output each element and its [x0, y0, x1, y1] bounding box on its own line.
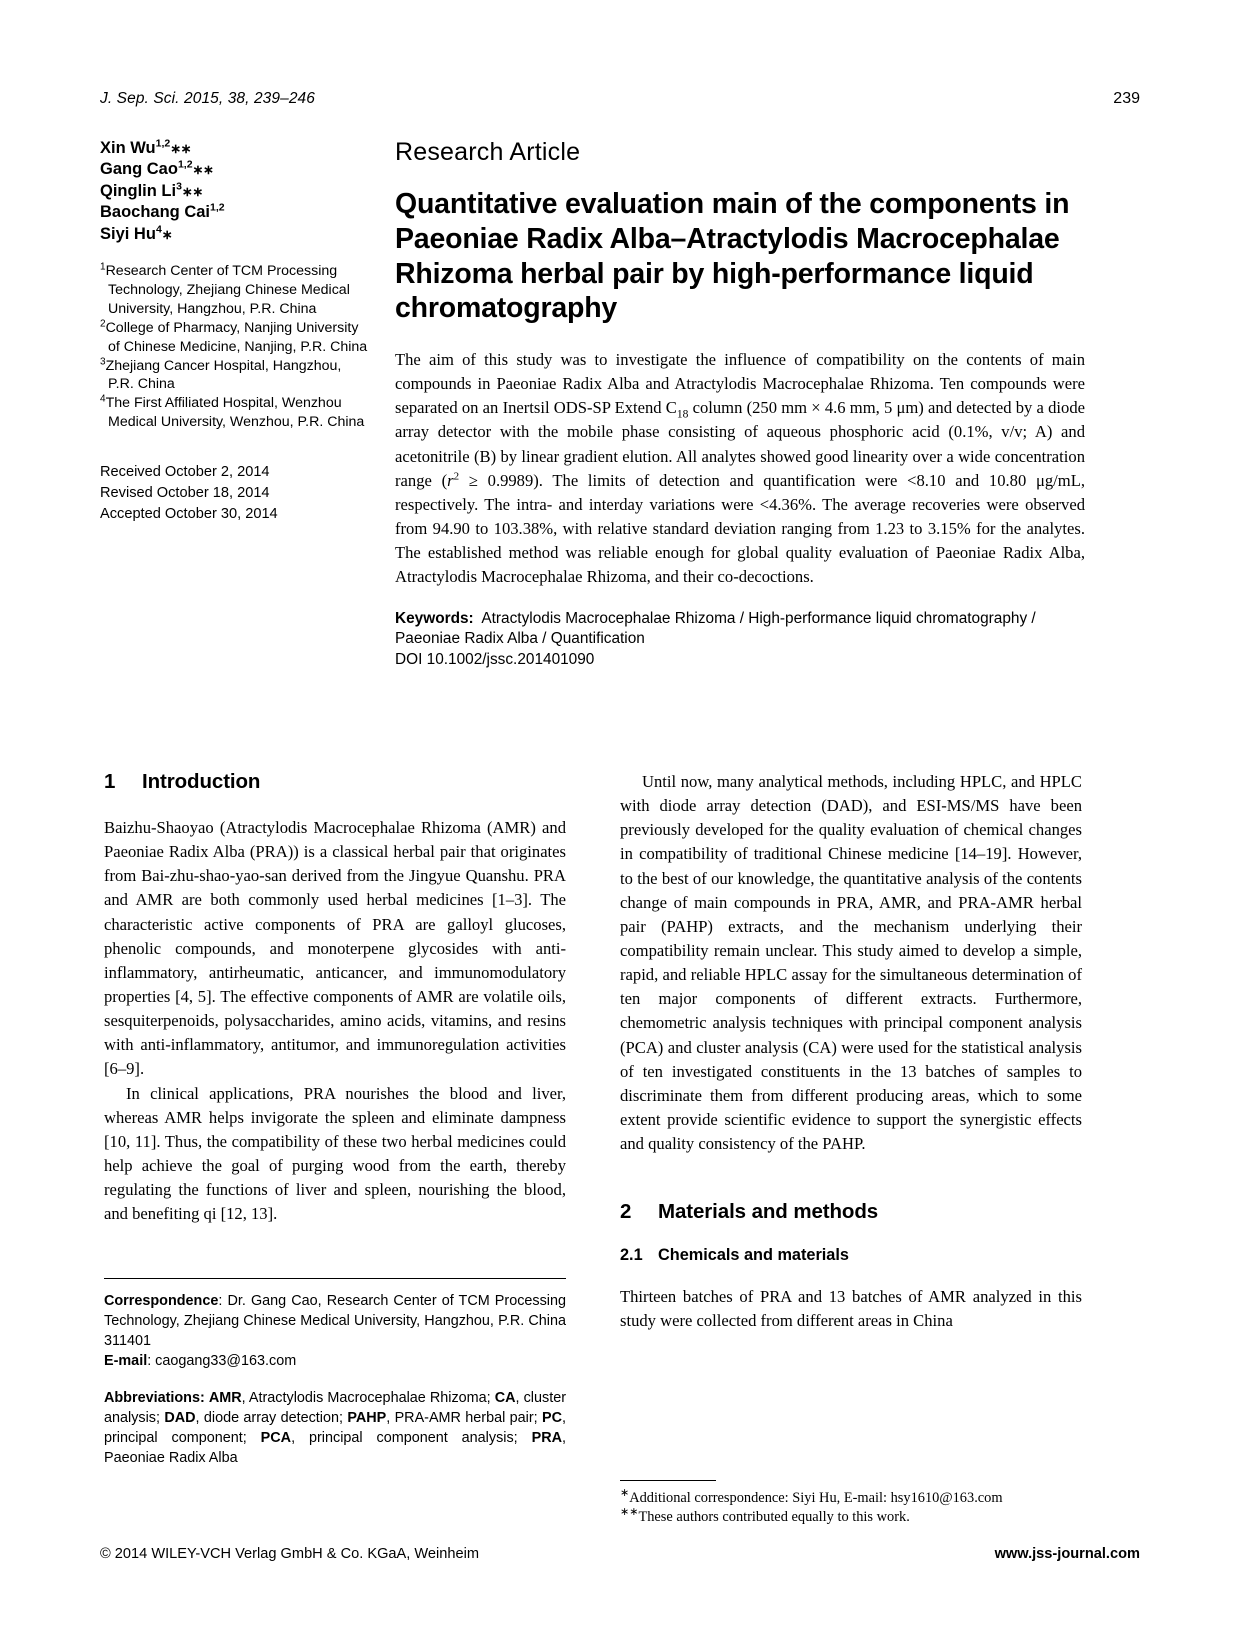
abbreviation-term: CA [494, 1390, 516, 1407]
affiliation-text: College of Pharmacy, Nanjing University of Chinese Medicine, Nanjing, P.R. China [105, 319, 368, 355]
affiliation-item [100, 357, 370, 395]
journal-website[interactable]: www.jss-journal.com [994, 1546, 1140, 1562]
affiliation-item [100, 319, 370, 357]
body-column-right [620, 770, 1082, 1334]
copyright-text: © 2014 WILEY-VCH Verlag GmbH & Co. KGaA, Weinheim [100, 1546, 479, 1562]
affiliation-mark: 1 [100, 261, 106, 273]
subsection-number: 2.1 [620, 1246, 643, 1265]
article-type-kicker: Research Article [395, 138, 581, 166]
paragraph-intro-3: Until now, many analytical methods, including HPLC, and HPLC with diode array detection (DAD), and ESI-MS/MS have been previously developed for the quality evaluation of chemical changes in compatibility of traditional Chinese medicine [14–19]. However, to the best of our knowledge, the quantitative analysis of the contents change of main compounds in PRA, AMR, and PRA-AMR herbal pair (PAHP) extracts, and the mechanism underlying their compatibility remain unclear. This study aimed to develop a simple, rapid, and reliable HPLC assay for the simultaneous determination of ten major components of different extracts. Furthermore, chemometric analysis techniques with principal component analysis (PCA) and cluster analysis (CA) were used for the statistical analysis of ten investigated constituents in the 13 batches of samples to discriminate them from different producing areas, which to some extent provide scientific evidence to support the synergistic effects and quality consistency of the PAHP. [620, 772, 1082, 1154]
abbreviation-term: PAHP [347, 1410, 387, 1427]
section-title: Materials and methods [658, 1200, 879, 1224]
author-entry [100, 202, 370, 223]
affiliation-text: Zhejiang Cancer Hospital, Hangzhou, P.R. China [105, 357, 342, 393]
body-column-left [104, 770, 566, 1226]
affiliation-item [100, 262, 370, 319]
metadata-column [100, 138, 370, 524]
affiliation-text: Research Center of TCM Processing Technology, Zhejiang Chinese Medical University, Hangzhou, P.R. China [105, 263, 350, 317]
correspondence-text-wrap [104, 1291, 566, 1351]
page-number: 239 [1113, 90, 1140, 107]
abstract-part-2: column (250 mm × 4.6 mm, 5 μm) and detected by a diode array detector with the mobile phase consisting of aqueous phosphoric acid (0.1%, v/v; A) and acetonitrile (B) by linear gradient elution. All analytes showed good linearity over a wide concentration range ( [395, 398, 1085, 490]
paragraph-chemicals-1: Thirteen batches of PRA and 13 batches of AMR analyzed in this study were collected from different areas in China [620, 1287, 1082, 1331]
author-affil-marks: 4 [155, 223, 162, 236]
correspondence-block [104, 1291, 566, 1371]
author-name: Xin Wu [100, 139, 156, 157]
footnote-item [620, 1508, 1090, 1527]
abbreviation-definition: , Atractylodis Macrocephalae Rhizoma; [241, 1390, 495, 1407]
affiliation-list [100, 262, 370, 432]
abstract [395, 348, 1085, 589]
author-entry [100, 181, 370, 202]
article-dates [100, 462, 370, 524]
abbreviation-term: PRA [531, 1430, 562, 1447]
abbreviation-definition: , diode array detection; [195, 1410, 348, 1427]
footnote-item [620, 1489, 1090, 1508]
author-name: Baochang Cai [100, 203, 211, 222]
author-name: Qinglin Li [100, 181, 177, 200]
author-affil-marks: 3 [176, 180, 182, 193]
affiliation-mark: 3 [100, 355, 106, 367]
abbreviation-term: AMR [208, 1390, 242, 1407]
abbreviation-definition: , Paeoniae Radix Alba [104, 1430, 566, 1467]
abbreviations-label: Abbreviations: [104, 1390, 205, 1407]
author-list [100, 138, 370, 245]
footnote-divider [620, 1480, 716, 1481]
email-wrap [104, 1351, 566, 1371]
affiliation-mark: 4 [100, 393, 106, 405]
paragraph-intro-1: Baizhu-Shaoyao (Atractylodis Macrocephalae Rhizoma (AMR) and Paeoniae Radix Alba (PRA)) is a classical herbal pair that originates from Bai-zhu-shao-yao-san derived from the Jingyue Quanshu. PRA and AMR are both commonly used herbal medicines [1–3]. The characteristic active components of PRA are galloyl glucoses, phenolic compounds, and monoterpene glycosides with anti-inflammatory, antirheumatic, anticancer, and immunomodulatory properties [4, 5]. The effective components of AMR are volatile oils, sesquiterpenoids, polysaccharides, amino acids, vitamins, and resins with anti-inflammatory, antitumor, and immunoregulation activities [6–9]. [104, 818, 566, 1079]
date-accepted: Accepted October 30, 2014 [100, 505, 278, 522]
keywords-line [395, 609, 1085, 649]
page-footer [100, 1546, 1140, 1562]
abstract-c18-subscript: 18 [676, 408, 689, 421]
author-affil-marks: 1,2 [177, 158, 193, 171]
abstract-part-3: ≥ 0.9989). The limits of detection and quantification were <8.10 and 10.80 μg/mL, respectively. The intra- and interday variations were <4.36%. The average recoveries were observed from 94.90 to 103.38%, with relative standard deviation ranging from 1.23 to 3.15% for the analytes. The established method was reliable enough for global quality evaluation of Paeoniae Radix Alba, Atractylodis Macrocephalae Rhizoma, and their co-decoctions. [395, 470, 1085, 587]
footnote-mark: ∗∗ [620, 1506, 639, 1519]
email-address[interactable]: : caogang33@163.com [147, 1353, 297, 1370]
keywords-text: Atractylodis Macrocephalae Rhizoma / High-performance liquid chromatography / Paeoniae Radix Alba / Quantification [395, 610, 1036, 648]
abbreviation-term: DAD [164, 1410, 196, 1427]
correspondence-note [104, 1278, 566, 1468]
abstract-part-1: The aim of this study was to investigate the influence of compatibility on the contents of main compounds in Paeoniae Radix Alba and Atractylodis Macrocephalae Rhizoma. Ten compounds were separated on an Inertsil ODS-SP Extend C [395, 350, 1085, 418]
affiliation-item [100, 394, 370, 432]
author-note-marks: ∗∗ [181, 183, 203, 199]
journal-reference: J. Sep. Sci. 2015, 38, 239–246 [100, 90, 315, 107]
section-heading-introduction [104, 770, 566, 794]
section-number: 1 [104, 770, 116, 793]
abbreviation-definition: , principal component analysis; [291, 1430, 532, 1447]
section-spacer [620, 1156, 1082, 1200]
subsection-title: Chemicals and materials [658, 1246, 849, 1265]
section-number: 2 [620, 1200, 632, 1224]
author-note-marks: ∗∗ [170, 141, 192, 156]
date-revised: Revised October 18, 2014 [100, 484, 270, 501]
abstract-r-symbol: r [447, 470, 454, 490]
author-name: Gang Cao [100, 160, 178, 179]
footnote-text: These authors contributed equally to this work. [638, 1509, 910, 1526]
author-note-marks: ∗∗ [192, 162, 214, 178]
abbreviation-term: PC [541, 1410, 562, 1427]
author-entry [100, 138, 370, 159]
affiliation-text: The First Affiliated Hospital, Wenzhou Medical University, Wenzhou, P.R. China [105, 395, 365, 431]
doi-line[interactable]: DOI 10.1002/jssc.201401090 [395, 650, 595, 668]
correspondence-label: Correspondence [104, 1293, 219, 1309]
email-label: E-mail [104, 1353, 148, 1370]
author-name: Siyi Hu [100, 224, 156, 243]
author-entry [100, 224, 370, 245]
author-entry [100, 159, 370, 180]
subsection-heading-chemicals [620, 1246, 1082, 1265]
author-affil-marks: 1,2 [210, 201, 225, 214]
author-note-marks: ∗ [161, 226, 173, 242]
date-received: Received October 2, 2014 [100, 464, 270, 481]
abbreviations-block [104, 1388, 566, 1468]
footnote-block [620, 1480, 1090, 1528]
abbreviation-definition: , principal component; [104, 1410, 566, 1447]
abbreviation-definition: , cluster analysis; [104, 1390, 567, 1427]
section-heading-materials [620, 1200, 1082, 1224]
article-title: Quantitative evaluation main of the components in Paeoniae Radix Alba–Atractylodis Macrocephalae Rhizoma herbal pair by high-performance liquid chromatography [395, 188, 1070, 325]
affiliation-mark: 2 [100, 318, 106, 330]
keywords-label: Keywords: [395, 610, 474, 628]
abbreviation-definition: , PRA-AMR herbal pair; [386, 1410, 542, 1427]
section-title: Introduction [142, 770, 261, 793]
correspondence-text: : Dr. Gang Cao, Research Center of TCM Processing Technology, Zhejiang Chinese Medical University, Hangzhou, P.R. China 311401 [104, 1293, 566, 1350]
footnote-text: Additional correspondence: Siyi Hu, E-mail: hsy1610@163.com [629, 1490, 1003, 1506]
article-header-column [395, 138, 1085, 670]
note-divider [104, 1278, 566, 1279]
author-affil-marks: 1,2 [155, 137, 171, 150]
running-head [100, 90, 1140, 108]
paragraph-intro-2: In clinical applications, PRA nourishes the blood and liver, whereas AMR helps invigorate the spleen and eliminate dampness [10, 11]. Thus, the compatibility of these two herbal medicines could help achieve the goal of purging wood from the earth, thereby regulating the functions of liver and spleen, nourishing the blood, and benefiting qi [12, 13]. [104, 1083, 566, 1224]
abstract-r-superscript: 2 [453, 470, 460, 483]
footnote-mark: ∗ [620, 1487, 630, 1500]
abbreviation-term: PCA [260, 1430, 292, 1447]
